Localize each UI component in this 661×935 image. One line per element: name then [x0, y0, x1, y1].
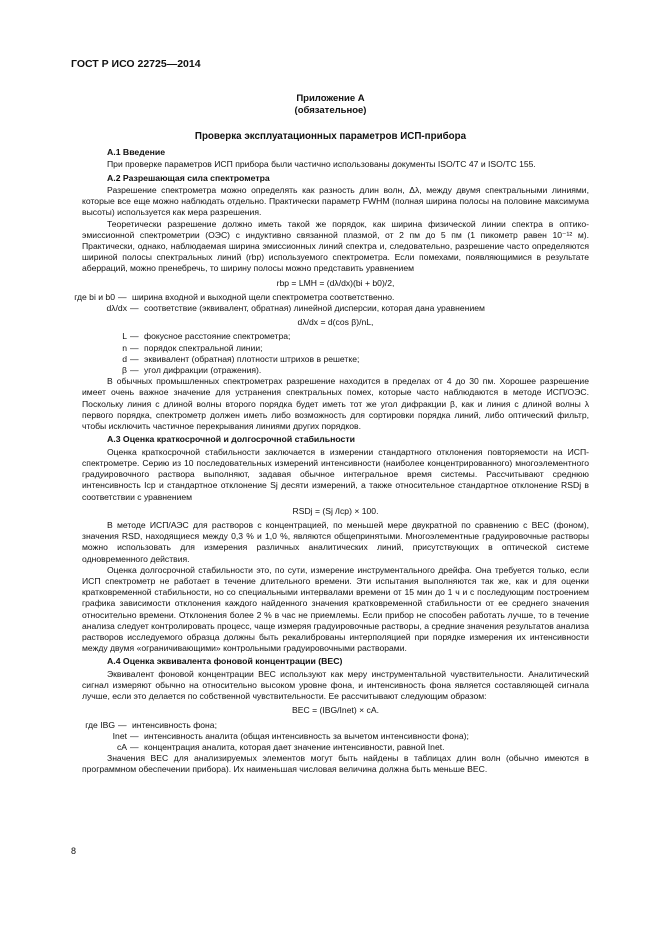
section-heading-a2: А.2 Разрешающая сила спектрометра	[107, 172, 270, 183]
definition-text: порядок спектральной линии;	[144, 342, 263, 353]
standard-code: ГОСТ Р ИСО 22725—2014	[71, 58, 201, 70]
definition-dash: —	[130, 331, 139, 342]
definition-text: угол дифракции (отражения).	[144, 365, 262, 376]
definition-item	[70, 292, 589, 303]
paragraph: Теоретически разрешение должно иметь такой же порядок, как ширина физической линии спектра в оптико-эмиссионной спектрометрии (ОЭС) с индуктивно связанной плазмой, от 2 пм до 5 пм (1 пикометр равен 10⁻¹² м). Практически, однако, наблюдаемая ширина эмиссионных линий спектра и, следовательно, разрешение часто определяются шириной полосы спектральных линий (rbp) используемого спектрометра. Если помехами, появляющимися в результате аберраций, можно пренебречь, то ширину полосы можно представить уравнением	[82, 218, 589, 274]
definition-term: n	[122, 342, 127, 353]
definition-text: соответствие (эквивалент, обратная) линейной дисперсии, которая дана уравнением	[144, 303, 485, 314]
definition-item	[82, 343, 589, 354]
definition-text: фокусное расстояние спектрометра;	[144, 331, 291, 342]
paragraph: Эквивалент фоновой концентрации ВЕС используют как меру инструментальной чувствительности. Аналитический сигнал измеряют обычно на относительно высоком уровне фона, и интенсивность фона является составляющей сигнала лучше, если это делается по собственной чувствительности. Ее рассчитывают следующим образом:	[82, 668, 589, 702]
definition-item	[82, 354, 589, 365]
equation: RSDj = (Sj /Icp) × 100.	[292, 505, 379, 516]
definition-text: ширина входной и выходной щели спектрометра соответственно.	[132, 291, 395, 302]
paragraph: В методе ИСП/АЭС для растворов с концентрацией, по меньшей мере двукратной по сравнению с ВЕС (фоном), значения RSD, находящиеся между 0,3 % и 1,0 %, являются общепринятыми. Многоэлементные градуировочные растворы можно использовать для измерения различных аналитических линий, присутствующих в оптической системе одновременного действия.	[82, 519, 589, 564]
annex-main-title: Проверка эксплуатационных параметров ИСП-прибора	[194, 131, 467, 142]
definition-text: интенсивность аналита (общая интенсивность за вычетом интенсивности фона);	[144, 730, 469, 741]
definition-item	[70, 720, 589, 731]
definition-dash: —	[130, 741, 139, 752]
page-number: 8	[71, 846, 77, 856]
definition-term: где bi и b0	[74, 291, 115, 302]
paragraph: При проверке параметров ИСП прибора были частично использованы документы ISO/TC 47 и ISO/TC 155.	[107, 159, 536, 170]
annex-content	[74, 145, 589, 776]
section-heading-a1: А.1 Введение	[107, 147, 166, 157]
definition-term: d	[122, 353, 127, 364]
section-heading-a4: А.4 Оценка эквивалента фоновой концентрации (ВЕС)	[107, 656, 343, 667]
paragraph: В обычных промышленных спектрометрах разрешение находится в пределах от 4 до 30 пм. Хорошее разрешение имеет очень важное значение для устранения спектральных помех, которые часто наблюдаются в методе ИСП/ОЭС. Поскольку линия с длиной волны второго порядка будет иметь тот же угол дифракции β, как и линия с длиной волны λ первого порядка, спектрометр должен иметь либо возможность для сортировки порядка линий, либо оптический фильтр, чтобы исключить частичное перекрывания линиями других порядков.	[82, 376, 589, 432]
paragraph: Оценка краткосрочной стабильности заключается в измерении стандартного отклонения повторяемости на ИСП-спектрометре. Серию из 10 последовательных измерений интенсивности (наиболее концентрированного) многоэлементного градуировочного раствора выполняют, задавая обычное интегральное время системы. Рассчитывают среднюю интенсивность Icp и стандартное отклонение Sj десяти измерений, а также относительное стандартное отклонение RSDj в соответствии с уравнением	[82, 446, 589, 502]
section-heading-a3: А.3 Оценка краткосрочной и долгосрочной стабильности	[107, 434, 355, 445]
definition-text: эквивалент (обратная) плотности штрихов в решетке;	[144, 353, 360, 364]
definition-dash: —	[130, 365, 139, 376]
definition-dash: —	[130, 730, 139, 741]
definition-item	[82, 331, 589, 342]
definition-text: концентрация аналита, которая дает значение интенсивности, равной Inet.	[144, 741, 445, 752]
paragraph: Значения ВЕС для анализируемых элементов могут быть найдены в таблицах длин волн (обычно имеются в программном обеспечении прибора). Их наименьшая числовая величина должна быть меньше ВЕС.	[82, 753, 589, 775]
definition-dash: —	[118, 719, 127, 730]
definition-term: где IBG	[85, 719, 115, 730]
definition-dash: —	[130, 353, 139, 364]
equation: rbp = LMH = (dλ/dx)(bi + b0)/2,	[276, 277, 395, 288]
annex-subtitle: (обязательное)	[294, 105, 367, 116]
annex-title: Приложение А	[296, 93, 365, 104]
definition-term: cA	[116, 741, 127, 752]
equation: dλ/dx = d(cos β)/nL,	[297, 317, 374, 328]
definition-item	[82, 365, 589, 376]
definition-term: Inet	[112, 730, 127, 741]
paragraph: Оценка долгосрочной стабильности это, по сути, измерение инструментального дрейфа. Она требуется только, если ИСП спектрометр не работает в течение длительного времени. Эти испытания выполняются так же, как и для оценки кратковременной стабильности, но со специальными интервалами времени от 15 мин до 1 ч и с последующим построением графика зависимости отклонения каждого найденного значения кратковременной стабильности от ее среднего значения относительно времени. Отклонения более 2 % в час не приемлемы. Если прибор не способен работать лучше, то в течение анализа следует контролировать процесс, чаще измеряя градуировочные растворы, а средние значения результатов анализа растворов исследуемого образца должны быть рекалиброваны интерполяцией при порядке измерения их интенсивности между двумя «ограничивающими» контрольными градуировочными растворами.	[82, 564, 589, 654]
equation: ВЕС = (IBG/Inet) × cA.	[292, 705, 379, 716]
definition-dash: —	[118, 291, 127, 302]
definition-item	[82, 731, 589, 742]
definition-term: β	[122, 365, 127, 376]
definition-text: интенсивность фона;	[132, 719, 217, 730]
definition-dash: —	[130, 342, 139, 353]
definition-dash: —	[130, 303, 139, 314]
definition-item	[82, 742, 589, 753]
definition-term: L	[122, 331, 127, 342]
definition-item	[82, 303, 589, 314]
definition-term: dλ/dx	[106, 303, 127, 314]
paragraph: Разрешение спектрометра можно определять как разность длин волн, Δλ, между двумя спектральными линиями, которые все еще можно наблюдать отдельно. Практически параметр FWHM (полная ширина полосы на половине максимума высоты) используется как мера разрешения.	[82, 185, 589, 218]
